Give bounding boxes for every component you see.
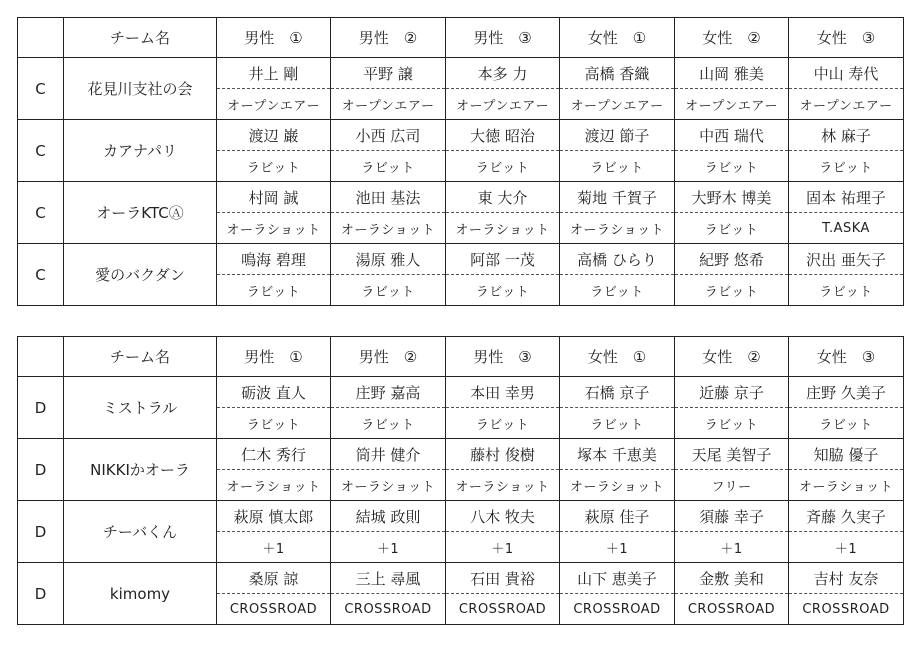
player-name: 村岡 誠: [217, 182, 331, 213]
division-cell: D: [18, 501, 64, 563]
player-name: 桑原 諒: [217, 563, 331, 594]
division-cell: C: [18, 58, 64, 120]
division-cell: C: [18, 182, 64, 244]
player-name: 本多 力: [446, 58, 560, 89]
team-name-row: [18, 501, 904, 532]
team-name-cell: オーラKTCⒶ: [64, 182, 217, 244]
header-player-slot: 女性 ②: [675, 337, 789, 377]
player-club: ラビット: [675, 151, 789, 182]
player-name: 藤村 俊樹: [446, 439, 560, 470]
player-club: ＋1: [446, 532, 560, 563]
player-club: ラビット: [217, 275, 331, 306]
header-player-slot: 女性 ②: [675, 18, 789, 58]
team-name-cell: 愛のバクダン: [64, 244, 217, 306]
player-club: ラビット: [331, 408, 446, 439]
header-player-slot: 男性 ①: [217, 18, 331, 58]
player-club: ラビット: [331, 275, 446, 306]
player-name: 砺波 直人: [217, 377, 331, 408]
player-club: ラビット: [675, 213, 789, 244]
player-club: ラビット: [560, 151, 675, 182]
team-name-cell: NIKKIかオーラ: [64, 439, 217, 501]
team-name-cell: ミストラル: [64, 377, 217, 439]
player-name: 天尾 美智子: [675, 439, 789, 470]
player-name: 三上 尋風: [331, 563, 446, 594]
player-name: 近藤 京子: [675, 377, 789, 408]
header-team-name: チーム名: [64, 337, 217, 377]
team-name-row: [18, 58, 904, 89]
table-body: [18, 18, 904, 306]
player-name: 斉藤 久実子: [789, 501, 904, 532]
team-name-cell: カアナパリ: [64, 120, 217, 182]
player-name: 結城 政則: [331, 501, 446, 532]
header-player-slot: 女性 ①: [560, 337, 675, 377]
player-club: オープンエアー: [217, 89, 331, 120]
player-club: ラビット: [675, 275, 789, 306]
player-name: 池田 基法: [331, 182, 446, 213]
player-name: 萩原 佳子: [560, 501, 675, 532]
division-cell: C: [18, 244, 64, 306]
player-club: ＋1: [217, 532, 331, 563]
player-name: 筒井 健介: [331, 439, 446, 470]
player-club: ラビット: [446, 408, 560, 439]
player-name: 中西 瑞代: [675, 120, 789, 151]
division-d-table: [17, 336, 904, 625]
player-name: 山下 恵美子: [560, 563, 675, 594]
player-club: オープンエアー: [560, 89, 675, 120]
player-name: 庄野 嘉高: [331, 377, 446, 408]
player-name: 湯原 雅人: [331, 244, 446, 275]
team-name-cell: kimomy: [64, 563, 217, 625]
player-name: 八木 牧夫: [446, 501, 560, 532]
player-name: 平野 譲: [331, 58, 446, 89]
player-name: 中山 寿代: [789, 58, 904, 89]
player-name: 石田 貴裕: [446, 563, 560, 594]
player-name: 本田 幸男: [446, 377, 560, 408]
player-name: 山岡 雅美: [675, 58, 789, 89]
team-name-row: [18, 439, 904, 470]
header-player-slot: 女性 ①: [560, 18, 675, 58]
player-club: ラビット: [675, 408, 789, 439]
player-club: オーラショット: [560, 470, 675, 501]
player-club: オーラショット: [217, 470, 331, 501]
player-club: CROSSROAD: [789, 594, 904, 625]
player-club: オーラショット: [217, 213, 331, 244]
division-cell: D: [18, 377, 64, 439]
player-name: 紀野 悠希: [675, 244, 789, 275]
team-name-row: [18, 120, 904, 151]
player-club: ラビット: [789, 275, 904, 306]
team-name-row: [18, 244, 904, 275]
header-blank: [18, 18, 64, 58]
player-club: ラビット: [789, 151, 904, 182]
division-cell: D: [18, 439, 64, 501]
player-name: 萩原 慎太郎: [217, 501, 331, 532]
player-name: 吉村 友奈: [789, 563, 904, 594]
player-club: オーラショット: [331, 470, 446, 501]
player-name: 須藤 幸子: [675, 501, 789, 532]
player-name: 高橋 香織: [560, 58, 675, 89]
player-club: ＋1: [560, 532, 675, 563]
player-club: CROSSROAD: [675, 594, 789, 625]
player-name: 阿部 一茂: [446, 244, 560, 275]
player-club: オーラショット: [446, 213, 560, 244]
player-club: ラビット: [789, 408, 904, 439]
header-team-name: チーム名: [64, 18, 217, 58]
header-player-slot: 男性 ②: [331, 337, 446, 377]
player-club: ＋1: [331, 532, 446, 563]
player-name: 渡辺 節子: [560, 120, 675, 151]
player-club: オーラショット: [446, 470, 560, 501]
team-name-row: [18, 182, 904, 213]
player-club: ラビット: [560, 275, 675, 306]
player-club: ＋1: [675, 532, 789, 563]
player-name: 高橋 ひらり: [560, 244, 675, 275]
player-name: 仁木 秀行: [217, 439, 331, 470]
player-club: ＋1: [789, 532, 904, 563]
player-name: 金敷 美和: [675, 563, 789, 594]
division-c-table: [17, 17, 904, 306]
player-club: オープンエアー: [789, 89, 904, 120]
division-cell: D: [18, 563, 64, 625]
division-cell: C: [18, 120, 64, 182]
player-club: オープンエアー: [331, 89, 446, 120]
player-name: 石橋 京子: [560, 377, 675, 408]
player-club: ラビット: [560, 408, 675, 439]
player-club: オープンエアー: [446, 89, 560, 120]
team-name-cell: 花見川支社の会: [64, 58, 217, 120]
player-name: 林 麻子: [789, 120, 904, 151]
player-name: 知脇 優子: [789, 439, 904, 470]
player-name: 菊地 千賀子: [560, 182, 675, 213]
header-player-slot: 男性 ②: [331, 18, 446, 58]
team-name-cell: チーバくん: [64, 501, 217, 563]
header-blank: [18, 337, 64, 377]
player-name: 鳴海 碧理: [217, 244, 331, 275]
player-club: ラビット: [331, 151, 446, 182]
player-club: ラビット: [217, 151, 331, 182]
header-player-slot: 男性 ③: [446, 18, 560, 58]
player-club: フリー: [675, 470, 789, 501]
header-row: [18, 337, 904, 377]
player-club: ラビット: [446, 151, 560, 182]
player-club: CROSSROAD: [560, 594, 675, 625]
player-club: T.ASKA: [789, 213, 904, 244]
player-club: ラビット: [446, 275, 560, 306]
table-body: [18, 337, 904, 625]
team-name-row: [18, 563, 904, 594]
team-name-row: [18, 377, 904, 408]
player-name: 固本 祐理子: [789, 182, 904, 213]
player-club: オーラショット: [789, 470, 904, 501]
player-name: 小西 広司: [331, 120, 446, 151]
header-player-slot: 男性 ①: [217, 337, 331, 377]
player-club: ラビット: [217, 408, 331, 439]
player-name: 大野木 博美: [675, 182, 789, 213]
player-club: オーラショット: [331, 213, 446, 244]
player-club: CROSSROAD: [446, 594, 560, 625]
player-club: CROSSROAD: [331, 594, 446, 625]
player-name: 渡辺 巌: [217, 120, 331, 151]
player-name: 東 大介: [446, 182, 560, 213]
player-club: オーラショット: [560, 213, 675, 244]
player-name: 沢出 亜矢子: [789, 244, 904, 275]
header-row: [18, 18, 904, 58]
player-name: 井上 剛: [217, 58, 331, 89]
player-name: 庄野 久美子: [789, 377, 904, 408]
player-name: 大徳 昭治: [446, 120, 560, 151]
header-player-slot: 女性 ③: [789, 18, 904, 58]
player-club: CROSSROAD: [217, 594, 331, 625]
player-name: 塚本 千恵美: [560, 439, 675, 470]
header-player-slot: 男性 ③: [446, 337, 560, 377]
header-player-slot: 女性 ③: [789, 337, 904, 377]
player-club: オープンエアー: [675, 89, 789, 120]
